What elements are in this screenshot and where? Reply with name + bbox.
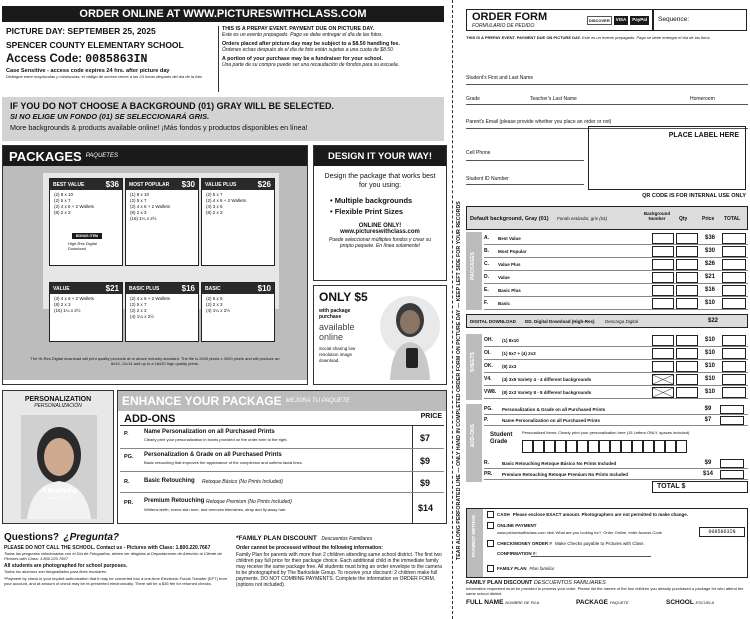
addon-code: R.	[124, 479, 130, 485]
payment-side-label: PAYMENT METHOD	[471, 515, 476, 558]
digital-download-row[interactable]	[466, 314, 748, 328]
row-price: $9	[704, 406, 712, 412]
qty-header: Qty	[679, 216, 688, 222]
package-item: (2) 5 x 7	[54, 198, 71, 203]
personalization-title-es: PERSONALIZACIÓN	[34, 403, 82, 409]
package-price: $10	[257, 284, 271, 293]
online-checkbox[interactable]	[487, 522, 494, 529]
addon-code: P.	[124, 431, 129, 437]
row-name: Premium Retouching Retoque Premium No Prints Included	[502, 471, 629, 477]
family-plan-section	[236, 527, 446, 617]
bg-notice-line3: More backgrounds & products available online! ¡Más fondos y productos disponibles en línea!	[10, 123, 308, 132]
cash-note: Please enclose EXACT amount. Photographers are not permitted to make change.	[512, 512, 689, 517]
row-code: E.	[484, 287, 489, 293]
sheet-row-vw8[interactable]	[484, 386, 748, 399]
row-name: (4) 3x5 Variety 4 - 4 different backgrounds	[502, 376, 592, 382]
package-item: (16) 1¼ x 2½	[54, 308, 81, 313]
addon-row-p[interactable]	[484, 415, 748, 426]
prepay-notice: THIS IS A PREPAY EVENT. PAYMENT DUE ON PICTURE DAY.	[222, 26, 375, 32]
picture-day: PICTURE DAY: SEPTEMBER 25, 2025	[6, 26, 156, 36]
order-form-title-es: FORMULARIO DE PEDIDO	[472, 22, 535, 29]
addon-row	[120, 473, 444, 493]
sequence-box[interactable]: Sequence:	[653, 9, 747, 31]
payment-access-code: 0085863IN	[699, 527, 745, 537]
family-sub: Order cannot be processed without the following information:	[236, 545, 383, 551]
row-code: OI.	[484, 350, 491, 356]
addon-row	[120, 427, 444, 449]
total-header: TOTAL	[724, 216, 741, 222]
qr-note: QR CODE IS FOR INTERNAL USE ONLY	[642, 193, 746, 199]
design-bullet: Flexible Print Sizes	[334, 207, 404, 216]
row-price: $36	[704, 235, 715, 241]
package-most-popular[interactable]	[125, 178, 199, 266]
row-code: PG.	[484, 406, 493, 412]
package-item: (8) 2 x 3	[54, 210, 71, 215]
addon-name: Premium Retouching	[144, 498, 205, 504]
pkg-row-d[interactable]	[484, 271, 748, 284]
addon-desc: Whitens teeth, evens skin tone, and removes blemishes, stray and fly-away hair.	[144, 507, 287, 512]
sheet-row-oi[interactable]	[484, 347, 748, 360]
online-note: www.pictureswithclass.com click What are you looking for?, Order Online, enter Access Code	[497, 530, 662, 535]
school-name: SPENCER COUNTY ELEMENTARY SCHOOL	[6, 40, 184, 50]
design-intro: Design the package that works best for you using:	[324, 173, 436, 189]
site-banner: ORDER ONLINE AT WWW.PICTURESWITHCLASS.COM	[2, 6, 444, 22]
row-code: A.	[484, 235, 489, 241]
school-field[interactable]: SCHOOL ESCUELA	[666, 599, 715, 606]
row-code: OH.	[484, 337, 493, 343]
questions-contact: PLEASE DO NOT CALL THE SCHOOL. Contact us - Pictures with Class: 1.800.220.7667	[4, 545, 211, 551]
row-price: $26	[704, 261, 715, 267]
packages-header	[3, 146, 307, 166]
row-name: Best Value	[498, 235, 521, 241]
addon-desc: Basic retouching that improves the appearance of the complexion and softens facial lines.	[144, 460, 303, 465]
package-best-value[interactable]	[49, 178, 123, 266]
row-price: $10	[704, 376, 715, 382]
questions-photographed: All students are photographed for school purposes.	[4, 563, 128, 569]
student-grade-label: Student Grade	[490, 432, 513, 445]
addon-row-pg[interactable]	[484, 404, 748, 415]
prepay-notices	[222, 26, 444, 68]
discover-icon: DISCOVER	[588, 17, 610, 23]
enhance-title-es: MEJORA TU PAQUETE	[285, 398, 350, 404]
row-code: DIGITAL DOWNLOAD	[470, 318, 516, 324]
background-notice	[2, 97, 444, 141]
row-code: F.	[484, 300, 488, 306]
online-label: ONLINE PAYMENT	[497, 523, 537, 528]
row-name: Value	[498, 274, 510, 280]
only5-desc: with package purchase	[319, 308, 351, 320]
row-price: $10	[704, 389, 715, 395]
pkg-row-e[interactable]	[484, 284, 748, 297]
order-prepay-text-es: Este es un evento prepagado. Pago se debe entregar el día de las fotos.	[581, 35, 711, 40]
row-name: (1) 5x7 + (4) 2x3	[502, 350, 536, 356]
sample-year: Class of 2025	[46, 495, 72, 500]
package-name: BEST VALUE	[53, 181, 85, 188]
late-fee-notice: Orders placed after picture day may be subject to a $8.50 handling fee.	[222, 41, 400, 47]
package-item: (2) 5 x 7	[130, 198, 147, 203]
row-name: Basic Plus	[498, 287, 521, 293]
bg-notice-line2: SI NO ELIGE UN FONDO (01) SE SELECCIONARÁ GRIS.	[10, 112, 210, 121]
addon-row-r[interactable]	[484, 458, 748, 469]
student-grade-note: Personalized Items: Clearly print your personalization here (15 Letters ONLY, spaces included)	[522, 430, 690, 435]
personalization-entry[interactable]	[484, 428, 748, 456]
questions-title: Questions?	[4, 532, 60, 543]
addon-name: Personalization & Grade on all Purchased Prints	[144, 452, 282, 458]
sample-name: Amanda	[40, 485, 78, 495]
sheets-side-label: SHEETS	[470, 352, 476, 373]
package-item: (2) 5 x 7	[130, 302, 147, 307]
package-value[interactable]	[49, 282, 123, 342]
order-prepay-text: THIS IS A PREPAY EVENT. PAYMENT DUE ON PICTURE DAY.	[466, 35, 581, 40]
packages-title: PACKAGES	[9, 148, 82, 164]
design-panel: DESIGN IT YOUR WAY! Design the package that works best for you using: • Multiple backgrounds • Flexible Print Sizes ONLINE ONLY! www.pictureswithclass.com Puede seleccionar múltiples fondos y crear su propio paquete. En línea solamente!	[313, 145, 447, 281]
label-placeholder: PLACE LABEL HERE	[588, 126, 746, 190]
discount-title-es: DESCUENTOS FAMILIARES	[533, 580, 606, 586]
homeroom-field[interactable]: Homeroom	[690, 96, 715, 102]
visa-icon: VISA	[614, 16, 629, 25]
row-code: VW8.	[484, 389, 497, 395]
addon-row-pr[interactable]	[484, 469, 748, 480]
pkg-row-f[interactable]	[484, 297, 748, 310]
late-fee-notice-es: Órdenes echas después de el día de foto están sujetas a una cuota de $8.50.	[222, 47, 395, 53]
addons-price-header: PRICE	[420, 413, 442, 420]
package-price: $30	[181, 180, 195, 189]
only5-share: Social sharing low resolution image download.	[319, 346, 356, 363]
row-code: P.	[484, 417, 489, 423]
package-name: MOST POPULAR	[129, 181, 170, 188]
cash-label: CASH	[497, 512, 510, 517]
packages-title-es: PAQUETES	[85, 153, 118, 159]
package-basic[interactable]	[201, 282, 275, 342]
package-item: (2) 2 x 3	[206, 302, 223, 307]
tear-line-text: TEAR ALONG PERFORATED LINE — ONLY HAND IN COMPLETED ORDER FORM ON PICTURE DAY — KEEP LEFT SIDE FOR YOUR RECORDS	[456, 201, 462, 560]
row-name: Value Plus	[498, 261, 521, 267]
discount-note: Information requested must be provided to process your order. Please list the names of the two children you already purchased a package for who attend the same school district.	[466, 586, 744, 596]
enhance-title: ENHANCE YOUR PACKAGE	[122, 394, 282, 408]
bonus-desc: High-Res Digital Download	[68, 241, 97, 251]
row-name: Most Popular	[498, 248, 527, 254]
family-plan-label: FAMILY PLAN	[497, 566, 527, 571]
full-name-field[interactable]: FULL NAME NOMBRE DE PILA	[466, 599, 540, 606]
package-item: (2) 5 x 5	[206, 296, 223, 301]
row-code: PR.	[484, 471, 493, 477]
case-note-es: Distingue entre mayúsculas y minúsculas; el código de acceso vence a las 24 horas después del día de la foto	[6, 74, 202, 79]
package-item: (2) 8 x 10	[54, 192, 74, 197]
family-discount-footer	[466, 580, 748, 618]
order-table	[466, 206, 748, 491]
row-price: $14	[702, 471, 713, 477]
bg-number-header: Background Number	[643, 211, 671, 221]
row-name: DD. Digital Download (High-Res)	[525, 318, 595, 324]
design-title: DESIGN IT YOUR WAY!	[314, 146, 446, 166]
bg-row-label-es: Fondo estándar, gris (01)	[557, 216, 608, 221]
package-item: (4) 3 x 5	[206, 204, 223, 209]
package-basic-plus[interactable]	[125, 282, 199, 342]
addon-name: Basic Retouching	[144, 478, 195, 484]
design-url[interactable]: www.pictureswithclass.com	[340, 229, 420, 235]
package-item: (16) 1¼ x 2½	[130, 216, 157, 221]
family-body: Family Plan for parents with more than 2 children attending same school district. The first two children pay full price for their package choice. Each additional child in the immediate family may receive the same package free. All students must bring an order envelope to the camera to be photographed by The Barksdale Group. To receive your discount: 2 children make full payments. DO NOT COMBINE PAYMENTS. Complete the information on ORDER FORM. (options not included).	[236, 552, 442, 588]
cell-phone-field[interactable]: Cell Phone	[466, 150, 491, 156]
payment-section	[466, 508, 748, 578]
row-code: C.	[484, 261, 489, 267]
row-price: $10	[704, 300, 715, 306]
order-form-title: ORDER FORM	[472, 10, 548, 23]
row-price: $22	[707, 318, 718, 324]
pkg-row-b[interactable]	[484, 245, 748, 258]
package-item: (2) 5 x 7	[206, 192, 223, 197]
addon-name-es: Retoque Premium (No Prints Included)	[206, 499, 292, 505]
package-item: (8) 2 x 3	[130, 210, 147, 215]
addons-title: ADD-ONS	[124, 413, 176, 425]
family-title-es: Descuentos Familiares	[321, 536, 373, 542]
package-item: (2) 4 x 6 + 2 Wallets	[54, 204, 94, 209]
email-field[interactable]: Parent's Email (please provide whether you place an order or not)	[466, 119, 612, 125]
package-value-plus[interactable]	[201, 178, 275, 266]
row-name: (1) 8x10	[502, 337, 519, 343]
row-price: $16	[704, 287, 715, 293]
packages-footnote: The Hi-Res Digital download will print quality products at or above industry standard. The file is 2400 pixels x 3000 pixels and will produce an 8x10, 11x14 and up to a 16x20 high quality prints.	[30, 356, 280, 366]
girl-with-phone-photo	[376, 292, 444, 380]
package-price: $26	[257, 180, 271, 189]
pkg-row-a[interactable]	[484, 232, 748, 245]
bonus-badge: BONUS ITEM	[72, 233, 102, 239]
package-item: (4) 1¼ x 2½	[130, 314, 155, 319]
package-item: (2) 4 x 6 + 2 Wallets	[130, 204, 170, 209]
row-price: $10	[704, 337, 715, 343]
only5-title: ONLY $5	[319, 290, 368, 304]
pkg-row-c[interactable]	[484, 258, 748, 271]
family-title: *FAMILY PLAN DISCOUNT	[236, 535, 317, 542]
package-item: (4) 1¼ x 2½	[206, 308, 231, 313]
personalization-title: PERSONALIZATION	[24, 396, 92, 403]
package-name: BASIC PLUS	[129, 285, 160, 292]
row-name: (8) 2x3 Variety 8 - 8 different backgrounds	[502, 389, 592, 395]
addon-row	[120, 494, 444, 522]
row-name: (8) 2x3	[502, 363, 517, 369]
row-price: $21	[704, 274, 715, 280]
row-code: R.	[484, 460, 489, 466]
discount-title: FAMILY PLAN DISCOUNT	[466, 580, 533, 586]
design-bullet: Multiple backgrounds	[334, 196, 413, 205]
addon-price: $7	[420, 433, 431, 443]
package-field[interactable]: PACKAGE PAQUETE	[576, 599, 629, 606]
row-price: $7	[704, 417, 712, 423]
addons-side-label: ADD-ONS	[470, 424, 476, 448]
questions-fine-print: *Payment by check is your implicit authorization that it may be converted into a one-time Electronic Funds Transfer (EFT) from your account, and at amount of check may be re-presented electronically. There will be a $35 fee for returned checks.	[4, 576, 227, 586]
package-item: (8) 2 x 3	[54, 302, 71, 307]
package-price: $36	[105, 180, 119, 189]
design-online: ONLINE ONLY!	[358, 223, 402, 229]
row-code: OK.	[484, 363, 493, 369]
row-price: $10	[704, 363, 715, 369]
case-note: Case Sensitive - access code expires 24 hrs. after picture day	[6, 68, 170, 74]
package-name: VALUE PLUS	[205, 181, 237, 188]
package-name: VALUE	[53, 285, 70, 292]
questions-section	[4, 527, 230, 617]
addon-row	[120, 450, 444, 472]
check-checkbox[interactable]	[487, 540, 494, 547]
paypal-icon: PayPal	[630, 16, 649, 25]
row-code: D.	[484, 274, 489, 280]
questions-title-es: ¿Pregunta?	[63, 532, 120, 543]
event-info	[6, 26, 220, 94]
questions-photographed-es: Todos los alumnos son fotografiados para fines escolares.	[4, 569, 108, 574]
fundraiser-notice: A portion of your purchase may be a fundraiser for your school.	[222, 56, 383, 62]
access-code-line: Access Code: 0085863IN	[6, 53, 148, 66]
total-line[interactable]: TOTAL $	[652, 481, 748, 493]
sheet-row-v4[interactable]	[484, 373, 748, 386]
addon-price: $9	[420, 478, 431, 488]
row-code: B.	[484, 248, 489, 254]
price-header: Price	[702, 216, 715, 222]
package-item: (2) 2 x 3	[130, 308, 147, 313]
package-item: (1) 8 x 10	[130, 192, 150, 197]
fundraiser-notice-es: Una parte de su compra puede ser una recaudación de fondos para su escuela.	[222, 62, 400, 68]
package-item: (2) 4 x 6 + 2 Wallets	[130, 296, 170, 301]
addon-code: PG.	[124, 454, 134, 460]
packages-panel	[2, 145, 308, 385]
design-es: Puede seleccionar múltiples fondos y crear su propio paquete. En línea solamente!	[329, 237, 431, 249]
package-item: (2) 4 x 6 + 2 Wallets	[206, 198, 246, 203]
access-code: 0085863IN	[85, 53, 148, 66]
bg-row	[466, 206, 748, 230]
package-price: $21	[105, 284, 119, 293]
addon-price: $14	[418, 503, 434, 513]
check-note: Make Checks payable to Pictures with Class	[554, 541, 644, 546]
student-portrait-photo	[21, 415, 97, 519]
bg-notice-line1: IF YOU DO NOT CHOOSE A BACKGROUND (01) GRAY WILL BE SELECTED.	[10, 101, 335, 111]
confirmation-field[interactable]: CONFIRMATION #:	[497, 551, 537, 556]
addon-desc: Clearly print your personalization in boxes provided on the order form to the right.	[144, 437, 288, 442]
check-label: CHECK/MONEY ORDER #	[497, 541, 552, 546]
row-price: $30	[704, 248, 715, 254]
grade-field[interactable]: Grade	[466, 96, 480, 102]
row-price: $9	[704, 460, 712, 466]
addon-price: $9	[420, 456, 431, 466]
questions-contact-es: Todas las preguntas relacionadas con el Día de Fotografías, deben ser dirigidas al Departamento de Atención al Cliente de Pictures with Class: 1.800.220.7667	[4, 551, 222, 561]
addon-code: PR.	[124, 500, 134, 506]
bg-row-label: Default background, Gray (01)	[470, 216, 549, 222]
addon-name-es: Retoque Básico (No Prints Included)	[202, 479, 283, 485]
student-id-field[interactable]: Student ID Number	[466, 176, 509, 182]
order-form-header	[466, 9, 653, 31]
row-name: Name Personalization on all Purchased Prints	[502, 417, 601, 423]
cash-checkbox[interactable]	[487, 511, 494, 518]
only5-avail: available online	[319, 322, 355, 342]
package-name: BASIC	[205, 285, 221, 292]
sheet-row-oh[interactable]	[484, 334, 748, 347]
package-item: (3) 4 x 6 + 2 Wallets	[54, 296, 94, 301]
row-price: $10	[704, 350, 715, 356]
row-code: V4.	[484, 376, 492, 382]
sheet-row-ok[interactable]	[484, 360, 748, 373]
teacher-field[interactable]: Teacher's Last Name	[530, 96, 577, 102]
row-name-es: Descarga Digital	[605, 318, 639, 324]
personalization-panel	[2, 390, 114, 524]
enhance-header	[118, 391, 446, 411]
package-price: $16	[181, 284, 195, 293]
enhance-panel	[117, 390, 447, 524]
row-name: Basic	[498, 300, 511, 306]
family-plan-checkbox[interactable]	[487, 565, 494, 572]
student-name-field[interactable]: Student's First and Last Name	[466, 75, 534, 81]
row-name: Personalization & Grade on all Purchased Prints	[502, 406, 606, 412]
family-plan-label-es: Plan familiar	[529, 566, 555, 571]
row-name: Basic Retouching Retoque Básico No Prints Included	[502, 460, 617, 466]
package-item: (8) 2 x 3	[206, 210, 223, 215]
prepay-notice-es: Este es un evento prepagado. Pago se debe entregar el día de las fotos.	[222, 32, 383, 38]
order-prepay	[466, 35, 748, 40]
packages-side-label: PACKAGES	[470, 252, 476, 280]
only5-panel	[313, 285, 447, 385]
addon-name: Name Personalization on all Purchased Prints	[144, 429, 275, 435]
